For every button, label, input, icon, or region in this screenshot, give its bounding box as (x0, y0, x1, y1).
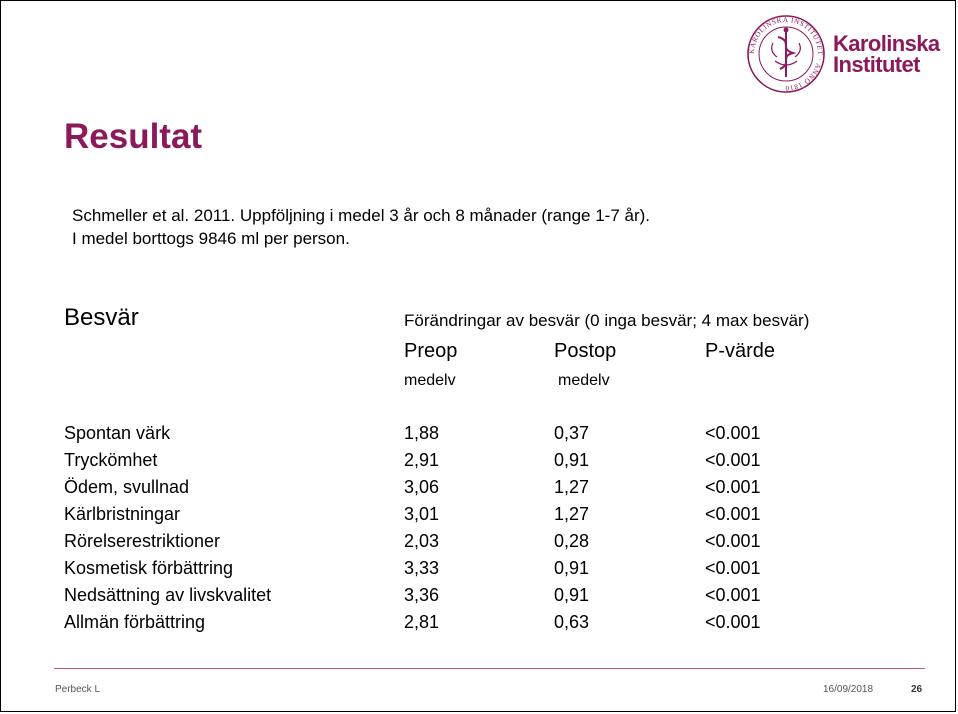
row-postop: 0,63 (554, 612, 590, 632)
subheader-postop: medelv (558, 372, 610, 389)
row-postop: 0,91 (554, 450, 590, 470)
header-postop: Postop (554, 340, 617, 362)
row-p-value: <0.001 (705, 423, 761, 443)
table-title: Besvär (64, 304, 139, 331)
row-label: Nedsättning av livskvalitet (64, 585, 272, 605)
row-preop: 2,03 (404, 531, 440, 551)
row-postop: 0,91 (554, 558, 590, 578)
row-preop: 3,01 (404, 504, 440, 524)
table-row (0, 583, 958, 610)
intro-line-1: Schmeller et al. 2011. Uppföljning i medel 3 år och 8 månader (range 1-7 år). (72, 206, 650, 225)
row-preop: 3,33 (404, 558, 440, 578)
row-label: Ödem, svullnad (64, 477, 190, 497)
row-label: Allmän förbättring (64, 612, 206, 632)
row-postop: 0,91 (554, 585, 590, 605)
row-label: Spontan värk (64, 423, 171, 443)
row-postop: 0,37 (554, 423, 590, 443)
slide-title: Resultat (64, 117, 203, 156)
row-p-value: <0.001 (705, 612, 761, 632)
row-preop: 2,91 (404, 450, 440, 470)
karolinska-seal-icon (745, 13, 827, 95)
table-row (0, 448, 958, 475)
changes-label: Förändringar av besvär (0 inga besvär; 4 max besvär) (404, 311, 810, 330)
row-preop: 3,36 (404, 585, 440, 605)
row-postop: 1,27 (554, 504, 590, 524)
row-p-value: <0.001 (705, 504, 761, 524)
intro-line-2: I medel borttogs 9846 ml per person. (72, 229, 350, 248)
row-p-value: <0.001 (705, 558, 761, 578)
row-p-value: <0.001 (705, 477, 761, 497)
row-preop: 2,81 (404, 612, 440, 632)
table-row (0, 421, 958, 448)
seal-text: KAROLINSKA INSTITUTET · ANNO 1810 (747, 15, 825, 93)
brand-name: Karolinska Institutet (833, 31, 940, 77)
row-p-value: <0.001 (705, 585, 761, 605)
row-label: Tryckömhet (64, 450, 158, 470)
header-preop: Preop (404, 340, 458, 362)
row-preop: 1,88 (404, 423, 440, 443)
table-row (0, 610, 958, 637)
footer-divider (54, 668, 925, 669)
intro-text (72, 204, 650, 250)
row-label: Kosmetisk förbättring (64, 558, 234, 578)
row-p-value: <0.001 (705, 531, 761, 551)
row-postop: 1,27 (554, 477, 590, 497)
table-row (0, 556, 958, 583)
table-row (0, 475, 958, 502)
header-p-value: P-värde (705, 340, 776, 362)
results-table (0, 421, 958, 637)
karolinska-logo (745, 13, 945, 95)
row-preop: 3,06 (404, 477, 440, 497)
footer-author: Perbeck L (55, 684, 101, 695)
table-row (0, 529, 958, 556)
footer-date: 16/09/2018 (823, 684, 874, 695)
table-row (0, 502, 958, 529)
subheader-preop: medelv (404, 372, 456, 389)
row-label: Kärlbristningar (64, 504, 181, 524)
page-number: 26 (911, 684, 923, 695)
row-postop: 0,28 (554, 531, 590, 551)
row-label: Rörelserestriktioner (64, 531, 221, 551)
row-p-value: <0.001 (705, 450, 761, 470)
